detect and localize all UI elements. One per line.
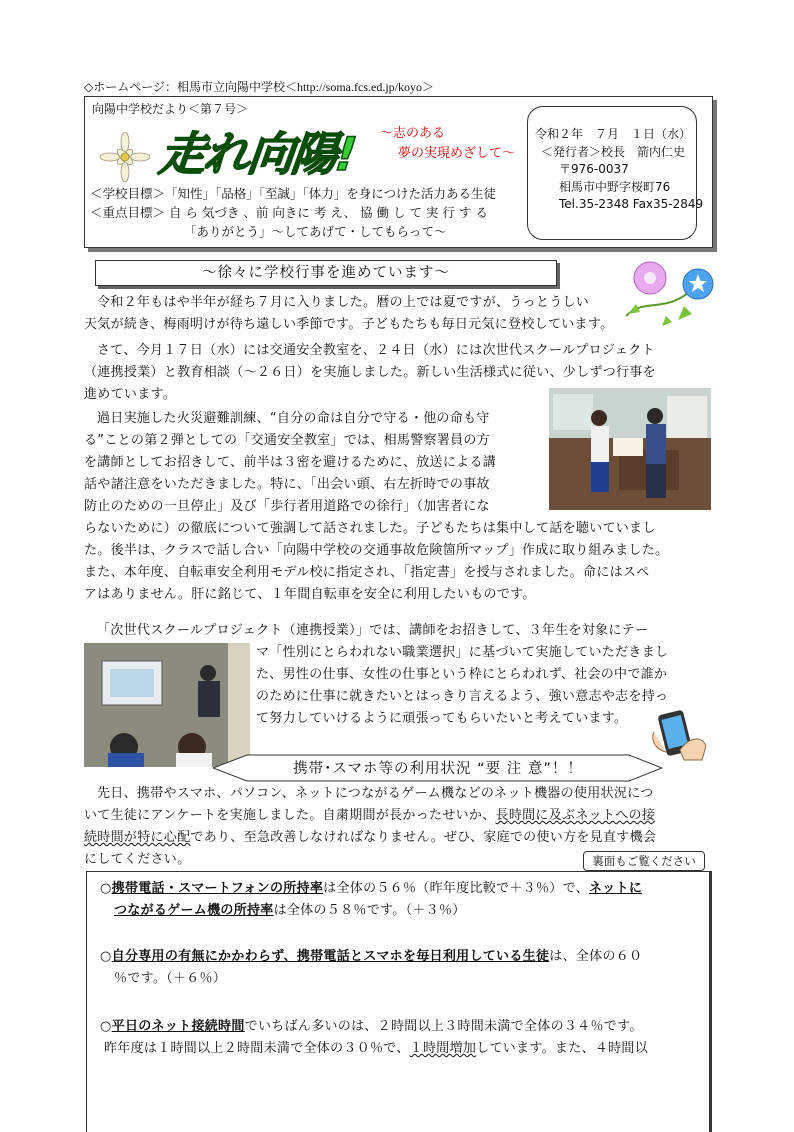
section1-paragraph-4-first bbox=[84, 620, 710, 642]
text-line: 防止のための一旦停止」及び「歩行者用道路での徐行」（加害者にな bbox=[84, 499, 490, 514]
emphasis-span: つながるゲーム機の所持率 bbox=[114, 903, 274, 918]
publisher-info bbox=[535, 126, 703, 214]
text-line bbox=[100, 1016, 704, 1038]
bullet: ○ bbox=[100, 881, 112, 896]
flower-icon bbox=[100, 132, 150, 182]
homepage-url[interactable]: http://soma.fcs.ed.jp/koyo bbox=[297, 80, 422, 94]
text-line: （連携授業）と教育相談（～２６日）を実施しました。新しい生活様式に従い、少しずつ行事を bbox=[84, 365, 656, 380]
text-line bbox=[84, 827, 710, 849]
text-line: た。後半は、クラスで話し合い「向陽中学校の交通事故危険箇所マップ」作成に取り組みました。 bbox=[84, 543, 669, 558]
priority-goal-sub: 「ありがとう」～してあげて・してもらって～ bbox=[184, 224, 447, 239]
text-span: でいちばん多いのは、２時間以上３時間未満で全体の３４％です。 bbox=[244, 1019, 643, 1034]
text-line bbox=[100, 900, 704, 922]
text-line bbox=[100, 878, 704, 900]
slogan-line-1: ～志のある bbox=[380, 126, 446, 141]
section2-title-banner bbox=[213, 754, 663, 782]
text-line: 先日、携帯やスマホ、パソコン、ネットにつながるゲーム機などのネット機器の使用状況につ bbox=[97, 786, 654, 801]
survey-item-3 bbox=[100, 1016, 704, 1060]
text-line: を講師としてお招きして、前半は３密を避けるために、放送による講 bbox=[84, 455, 497, 470]
text-line: らないために）の徹底について強調して話されました。子どもたちは集中して話を聴いていまし bbox=[84, 521, 656, 536]
survey-item-1 bbox=[100, 878, 704, 922]
text-line: 進めています。 bbox=[84, 387, 177, 402]
school-goals bbox=[90, 184, 496, 241]
publisher: ＜発行者＞校長 箭内仁史 bbox=[541, 144, 686, 159]
survey-item-2 bbox=[100, 946, 704, 990]
text-line: アはありません。肝に銘じて、１年間自転車を安全に利用したいものです。 bbox=[84, 587, 536, 602]
emphasis-span: １時間増加 bbox=[409, 1041, 477, 1056]
homepage-line bbox=[84, 78, 434, 95]
emphasis-span: 長時間に及ぶネットへの接 bbox=[495, 808, 656, 823]
postal-code: 〒976-0037 bbox=[559, 162, 629, 176]
priority-goal: ＜重点目標＞ 自 ら 気づき 、前 向きに 考 え、 協 働 し て 実 行 す る bbox=[90, 205, 488, 220]
text-line: 令和２年もはや半年が経ち７月に入りました。暦の上では夏ですが、うっとうしい bbox=[97, 295, 590, 310]
text-line: た、男性の仕事、女性の仕事という枠にとらわれず、社会の中で誰か bbox=[256, 667, 668, 682]
issue-label: 向陽中学校だより＜第７号＞ bbox=[92, 102, 249, 116]
text-line: て努力していけるように頑張ってもらいたいと考えています。 bbox=[256, 711, 628, 726]
text-line: ％です。（＋６％） bbox=[114, 971, 227, 986]
emphasis-span: 平日のネット接続時間 bbox=[111, 1019, 245, 1034]
text-line bbox=[84, 805, 710, 827]
text-span: 昨年度は１時間以上２時間未満で全体の３０％で、 bbox=[104, 1041, 410, 1056]
text-line: また、本年度、自転車安全利用モデル校に指定され、「指定書」を授与されました。命にはスペ bbox=[84, 565, 650, 580]
homepage-label: ◇ホームページ：相馬市立向陽中学校＜ bbox=[84, 80, 297, 94]
text-line: さて、今月１７日（水）には交通安全教室を、２４日（水）には次世代スクールプロジェクト bbox=[97, 343, 655, 358]
school-goal: ＜学校目標＞「知性」「品格」「至誠」「体力」を身につけた活力ある生徒 bbox=[90, 186, 497, 201]
slogan-line-2: 夢の実現めざして～ bbox=[398, 146, 516, 161]
traffic-safety-photo bbox=[549, 388, 711, 510]
newsletter-logo: 走れ向陽! bbox=[156, 127, 358, 181]
text-line: 「次世代スクールプロジェクト（連携授業）」では、講師をお招きして、３年生を対象にテー bbox=[97, 623, 649, 638]
text-line: にしてください。 bbox=[84, 852, 191, 867]
bullet: ○ bbox=[100, 949, 112, 964]
text-line: のために仕事に就きたいとはっきり言えるよう、強い意志や志を持っ bbox=[256, 689, 669, 704]
text-line: 天気が続き、梅雨明けが待ち遠しい季節です。子どもたちも毎日元気に登校しています。 bbox=[84, 317, 614, 332]
section1-paragraph-4 bbox=[256, 642, 710, 730]
homepage-close: ＞ bbox=[422, 80, 435, 94]
emphasis-span: 携帯電話・スマートフォンの所持率 bbox=[111, 881, 324, 896]
text-span: いて生徒にアンケートを実施しました。自粛期間が長かったせいか、 bbox=[84, 808, 496, 823]
text-span: は、全体の６０ bbox=[549, 949, 643, 964]
text-span: は全体の５８％です。（＋３％） bbox=[273, 903, 466, 918]
text-line: マ「性別にとらわれない職業選択」に基づいて実施していただきまし bbox=[256, 645, 669, 660]
text-span: は全体の５６％（昨年度比較で＋３％）で、 bbox=[323, 881, 589, 896]
text-line bbox=[100, 946, 704, 968]
section2-title: 携帯･スマホ等の利用状況 “要 注 意”！！ bbox=[293, 761, 583, 777]
emphasis-span: ネットに bbox=[588, 881, 643, 896]
emphasis-span: 自分専用の有無にかかわらず、携帯電話とスマホを毎日利用している生徒 bbox=[111, 949, 550, 964]
text-line: 過日実施した火災避難訓練、“自分の命は自分で守る・他の命も守 bbox=[97, 411, 490, 426]
text-span: であり、至急改善しなければなりません。ぜひ、家庭での使い方を見直す機会 bbox=[190, 830, 657, 845]
issue-date: 令和２年 ７月 １日（水） bbox=[535, 127, 692, 141]
text-line bbox=[100, 1038, 704, 1060]
lecture-photo bbox=[84, 643, 250, 767]
section1-title: ～徐々に学校行事を進めています～ bbox=[95, 260, 557, 286]
emphasis-span: 続時間が特に心配 bbox=[84, 830, 191, 845]
text-span: しています。また、４時間以 bbox=[476, 1041, 649, 1056]
section1-paragraph-1 bbox=[84, 292, 710, 336]
see-reverse-note: 裏面もご覧ください bbox=[583, 851, 705, 871]
address: 相馬市中野字桜町76 bbox=[559, 179, 671, 194]
text-line: 話や諸注意をいただきました。特に、「出会い頭、右左折時での事故 bbox=[84, 477, 490, 492]
text-line: る”ことの第２弾としての「交通安全教室」では、相馬警察署員の方 bbox=[84, 433, 491, 448]
phone-fax: Tel.35-2348 Fax35-2849 bbox=[559, 197, 704, 211]
bullet: ○ bbox=[100, 1019, 112, 1034]
